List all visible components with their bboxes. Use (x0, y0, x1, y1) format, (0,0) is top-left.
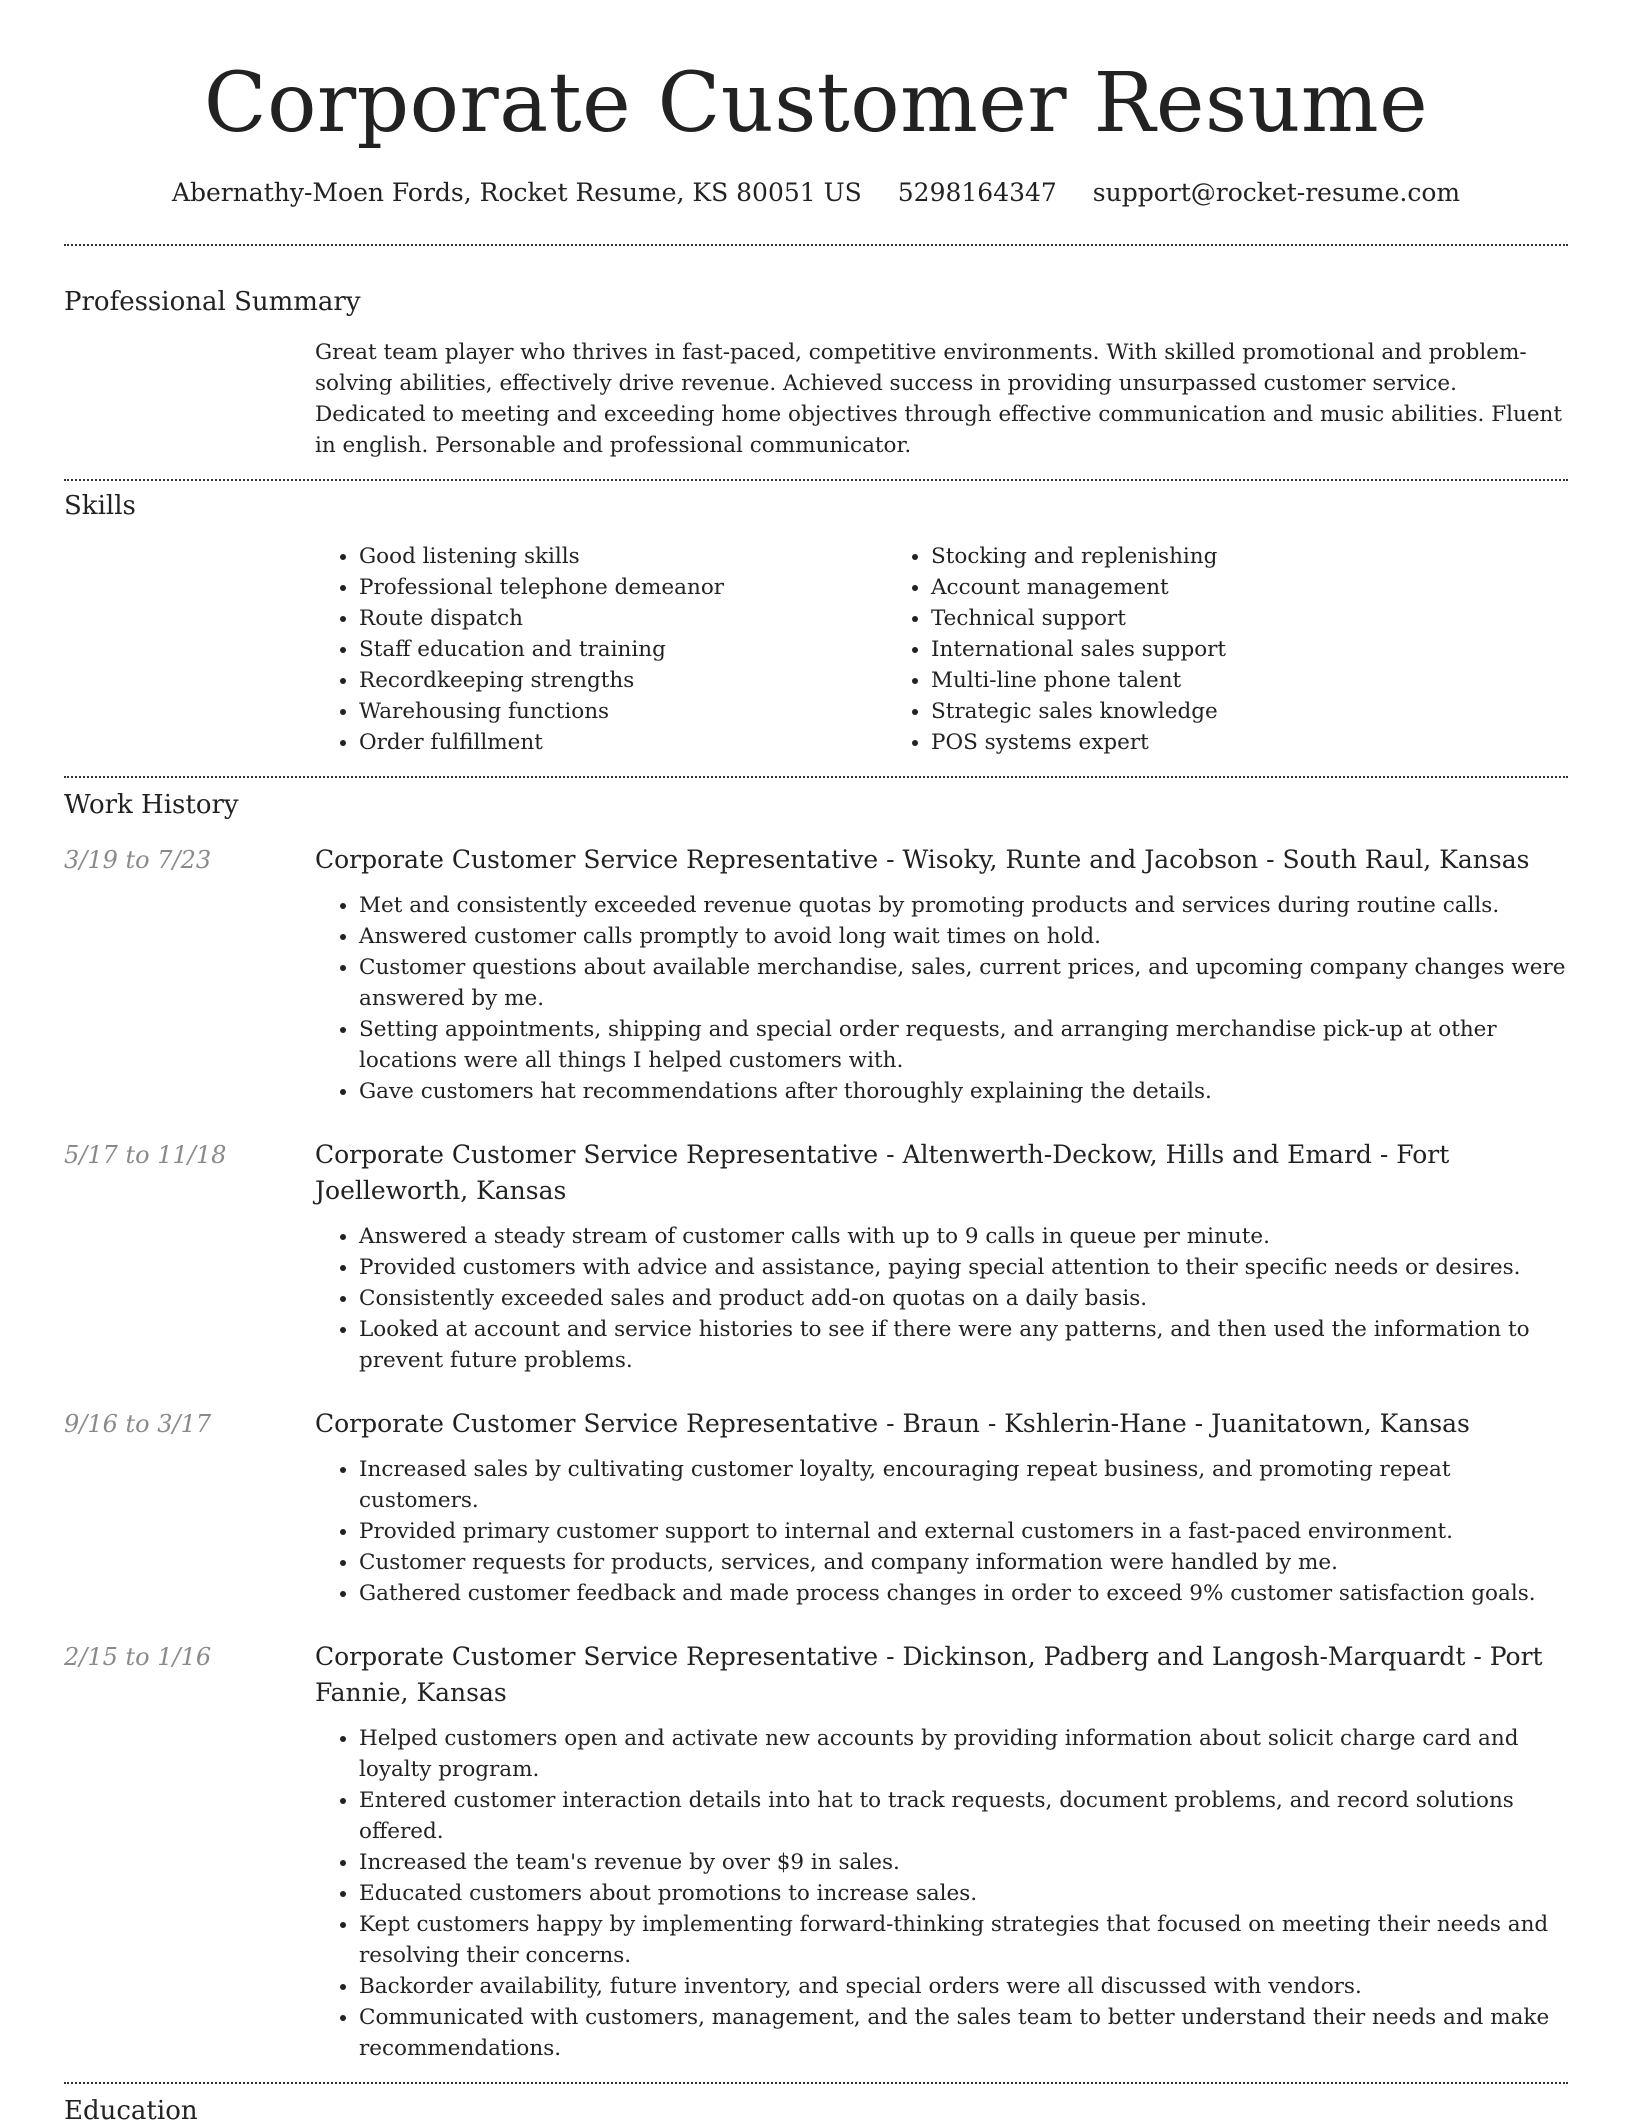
job-bullet: • Looked at account and service histories to see if there were any patterns, and then used the information to prevent future problems. (359, 1314, 1568, 1376)
skill-item: • Professional telephone demeanor (359, 572, 887, 603)
summary-text: Great team player who thrives in fast-paced, competitive environments. With skilled promotional and problem-solving abilities, effectively drive revenue. Achieved success in providing unsurpassed customer service. Dedicated to meeting and exceeding home objectives through effective communication and music abilities. Fluent in english. Personable and professional communicator. (315, 340, 1563, 458)
job-entry (64, 842, 1568, 1107)
job-bullet: • Gathered customer feedback and made process changes in order to exceed 9% customer satisfaction goals. (359, 1578, 1568, 1609)
divider (64, 479, 1568, 481)
contact-address: Abernathy-Moen Fords, Rocket Resume, KS 80051 US (171, 178, 862, 207)
job-bullet: • Consistently exceeded sales and product add-on quotas on a daily basis. (359, 1283, 1568, 1314)
job-heading: Corporate Customer Service Representative - Dickinson, Padberg and Langosh-Marquardt - Port Fannie, Kansas (315, 1642, 1543, 1707)
skill-item: • Multi-line phone talent (931, 665, 1459, 696)
job-bullet: • Increased the team's revenue by over $9 in sales. (359, 1847, 1568, 1878)
job-bullet: • Setting appointments, shipping and special order requests, and arranging merchandise pick-up at other locations were all things I helped customers with. (359, 1014, 1568, 1076)
job-bullets (315, 1221, 1568, 1376)
divider (64, 244, 1568, 246)
job-entry (64, 1137, 1568, 1376)
skill-item: • Strategic sales knowledge (931, 696, 1459, 727)
skill-item: • Order fulfillment (359, 727, 887, 758)
job-bullets (315, 1723, 1568, 2064)
job-bullet: • Entered customer interaction details into hat to track requests, document problems, and record solutions offered. (359, 1785, 1568, 1847)
resume-title: Corporate Customer Resume (203, 56, 1429, 151)
resume-page (64, 0, 1568, 2128)
job-bullet: • Customer requests for products, services, and company information were handled by me. (359, 1547, 1568, 1578)
job-date: 9/16 to 3/17 (64, 1410, 212, 1438)
skill-item: • Staff education and training (359, 634, 887, 665)
job-entry (64, 1406, 1568, 1609)
job-company: Wisoky, Runte and Jacobson - South Raul, Kansas (902, 845, 1530, 874)
skills-list-left (315, 541, 887, 758)
contact-email: support@rocket-resume.com (1092, 178, 1461, 207)
skill-item: • Good listening skills (359, 541, 887, 572)
education-section (64, 2094, 1568, 2128)
skill-item: • Warehousing functions (359, 696, 887, 727)
job-heading: Corporate Customer Service Representative - Altenwerth-Deckow, Hills and Emard - Fort Joelleworth, Kansas (315, 1140, 1450, 1205)
skill-item: • Route dispatch (359, 603, 887, 634)
job-bullet: • Kept customers happy by implementing forward-thinking strategies that focused on meeting their needs and resolving their concerns. (359, 1909, 1568, 1971)
job-bullets (315, 1454, 1568, 1609)
summary-section (64, 285, 1568, 461)
job-date: 2/15 to 1/16 (64, 1643, 212, 1671)
job-bullet: • Communicated with customers, management, and the sales team to better understand their needs and make recommendations. (359, 2002, 1568, 2064)
contact-line (64, 176, 1568, 210)
job-company: Altenwerth-Deckow, Hills and Emard - Fort Joelleworth, Kansas (315, 1140, 1450, 1205)
job-bullet: • Gave customers hat recommendations after thoroughly explaining the details. (359, 1076, 1568, 1107)
skill-item: • Recordkeeping strengths (359, 665, 887, 696)
skills-heading: Skills (64, 491, 136, 521)
job-heading: Corporate Customer Service Representative - Wisoky, Runte and Jacobson - South Raul, Kansas (315, 845, 1530, 874)
skills-section (64, 489, 1568, 758)
job-title: Corporate Customer Service Representative (315, 1642, 879, 1671)
job-date: 5/17 to 11/18 (64, 1141, 227, 1169)
job-bullet: • Educated customers about promotions to increase sales. (359, 1878, 1568, 1909)
work-history-section (64, 788, 1568, 2064)
job-company: Dickinson, Padberg and Langosh-Marquardt - Port Fannie, Kansas (315, 1642, 1543, 1707)
job-bullet: • Customer questions about available merchandise, sales, current prices, and upcoming company changes were answered by me. (359, 952, 1568, 1014)
summary-heading: Professional Summary (64, 287, 361, 317)
job-bullet: • Provided customers with advice and assistance, paying special attention to their specific needs or desires. (359, 1252, 1568, 1283)
job-bullet: • Provided primary customer support to internal and external customers in a fast-paced environment. (359, 1516, 1568, 1547)
education-heading: Education (64, 2096, 198, 2126)
job-bullet: • Helped customers open and activate new accounts by providing information about solicit charge card and loyalty program. (359, 1723, 1568, 1785)
job-bullet: • Backorder availability, future inventory, and special orders were all discussed with vendors. (359, 1971, 1568, 2002)
contact-phone: 5298164347 (897, 178, 1057, 207)
job-title: Corporate Customer Service Representative (315, 845, 879, 874)
job-bullet: • Answered customer calls promptly to avoid long wait times on hold. (359, 921, 1568, 952)
skill-item: • POS systems expert (931, 727, 1459, 758)
skill-item: • Account management (931, 572, 1459, 603)
job-bullet: • Answered a steady stream of customer calls with up to 9 calls in queue per minute. (359, 1221, 1568, 1252)
job-bullet: • Increased sales by cultivating customer loyalty, encouraging repeat business, and promoting repeat customers. (359, 1454, 1568, 1516)
divider (64, 776, 1568, 778)
job-bullets (315, 890, 1568, 1107)
job-heading: Corporate Customer Service Representative - Braun - Kshlerin-Hane - Juanitatown, Kansas (315, 1409, 1470, 1438)
skill-item: • Stocking and replenishing (931, 541, 1459, 572)
job-company: Braun - Kshlerin-Hane - Juanitatown, Kansas (902, 1409, 1470, 1438)
skills-list-right (887, 541, 1459, 758)
divider (64, 2082, 1568, 2084)
job-bullet: • Met and consistently exceeded revenue quotas by promoting products and services during routine calls. (359, 890, 1568, 921)
job-date: 3/19 to 7/23 (64, 846, 212, 874)
job-entry (64, 1639, 1568, 2064)
skill-item: • International sales support (931, 634, 1459, 665)
job-title: Corporate Customer Service Representative (315, 1409, 879, 1438)
work-history-heading: Work History (64, 790, 239, 820)
job-title: Corporate Customer Service Representative (315, 1140, 879, 1169)
skill-item: • Technical support (931, 603, 1459, 634)
